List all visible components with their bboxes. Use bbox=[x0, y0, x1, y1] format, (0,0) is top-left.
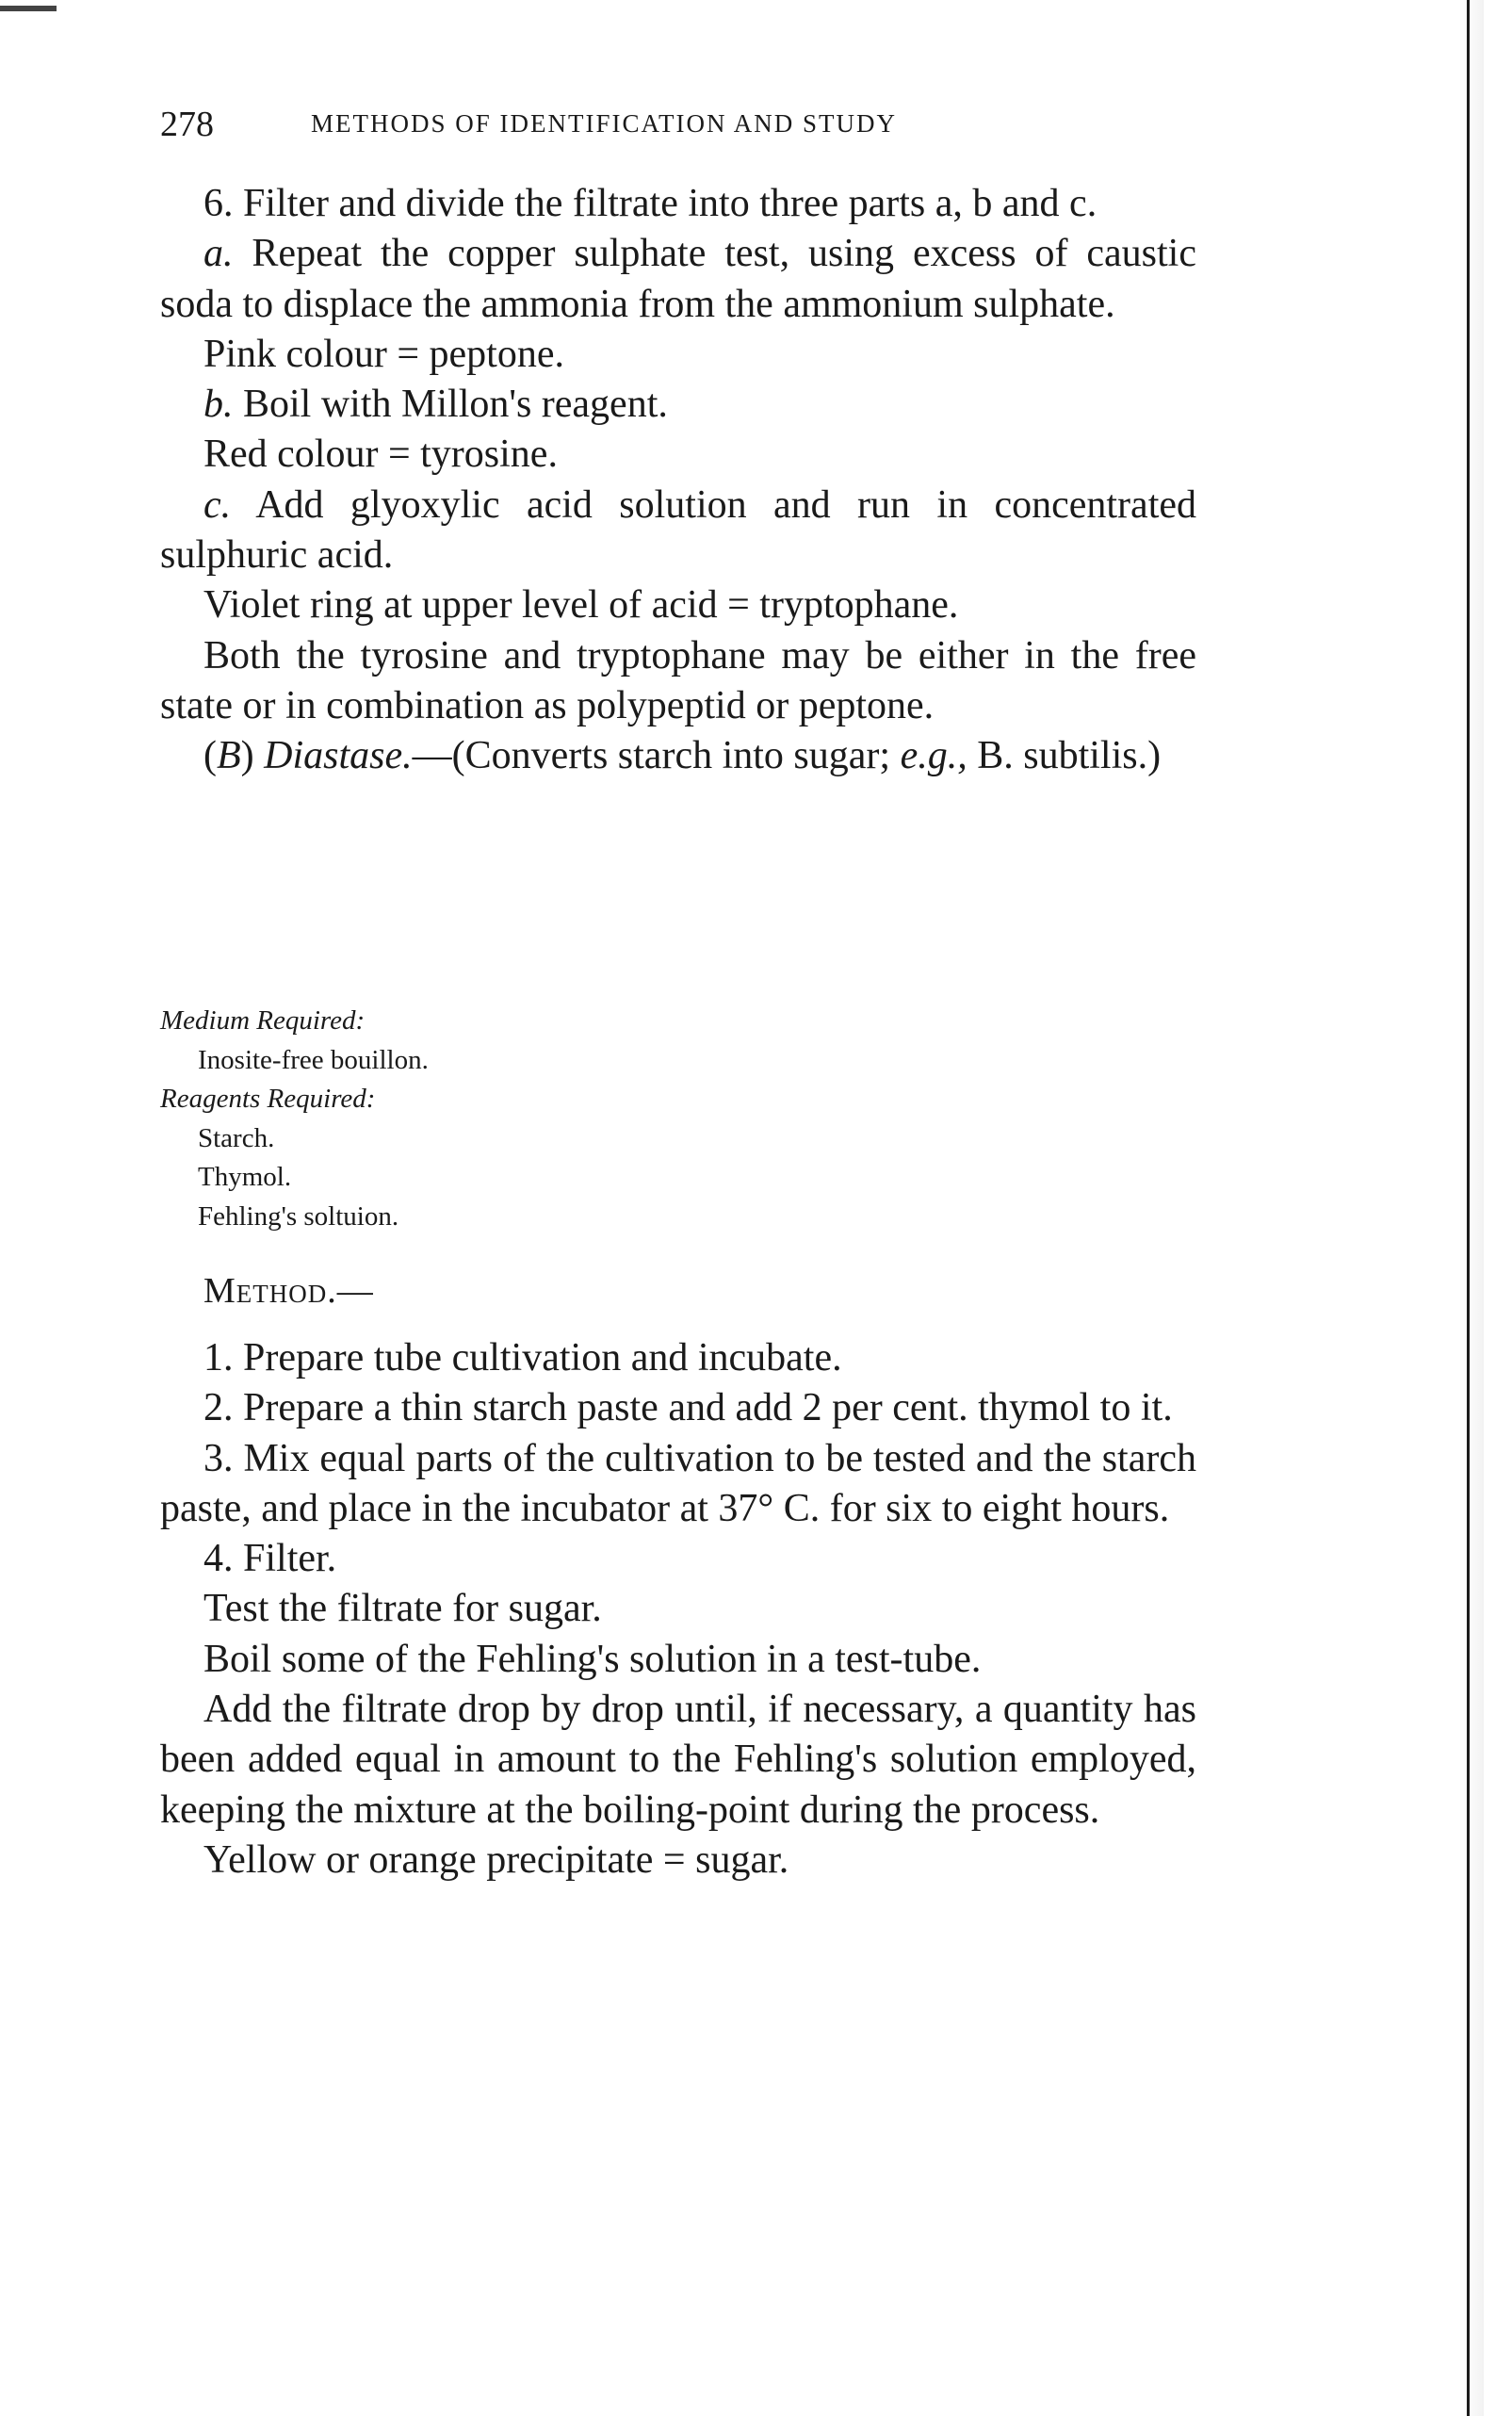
page-number: 278 bbox=[160, 105, 214, 144]
test-b-paragraph bbox=[160, 380, 1196, 430]
note-paragraph: Both the tyrosine and tryptophane may be either in the free state or in combination as polypeptid or peptone. bbox=[160, 633, 1196, 727]
test-a-text: Repeat the copper sulphate test, using excess of caustic soda to displace the ammonia from the ammonium sulphate. bbox=[160, 232, 1196, 326]
test-a-label: a. bbox=[203, 232, 234, 276]
section-proteolysis-tests bbox=[160, 179, 1196, 782]
result-tyrosine: Red colour = tyrosine. bbox=[203, 433, 558, 477]
test-c-label: c. bbox=[203, 482, 232, 527]
result-peptone: Pink colour = peptone. bbox=[203, 332, 564, 376]
method-step: 1. Prepare tube cultivation and incubate. bbox=[203, 1336, 842, 1379]
medium-label: Medium Required: bbox=[160, 1005, 366, 1036]
result-tryptophane: Violet ring at upper level of acid = tryptophane. bbox=[203, 583, 959, 628]
method-step: 3. Mix equal parts of the cultivation to be tested and the starch paste, and place in the incubator at 37° C. for six to eight hours. bbox=[160, 1436, 1196, 1530]
test-b-text: Boil with Millon's reagent. bbox=[233, 383, 668, 427]
reagents-label: Reagents Required: bbox=[160, 1084, 376, 1114]
reagent-item: Fehling's soltuion. bbox=[198, 1200, 399, 1232]
method-step: Yellow or orange precipitate = sugar. bbox=[203, 1837, 789, 1882]
test-b-label: b. bbox=[203, 383, 234, 427]
reagent-item: Starch. bbox=[198, 1122, 275, 1153]
method-step: Test the filtrate for sugar. bbox=[203, 1587, 602, 1631]
running-title: METHODS OF IDENTIFICATION AND STUDY bbox=[311, 109, 897, 138]
section-letter: B bbox=[217, 734, 241, 778]
method-steps bbox=[160, 1333, 1196, 1885]
binding-gutter-edge bbox=[1467, 0, 1470, 2416]
medium-item: Inosite-free bouillon. bbox=[198, 1044, 429, 1075]
method-step: Boil some of the Fehling's solution in a test-tube. bbox=[203, 1637, 982, 1681]
diastase-title: Diastase. bbox=[264, 734, 413, 778]
method-heading: Method.— bbox=[203, 1271, 374, 1311]
diastase-heading-paragraph bbox=[160, 731, 1196, 781]
step-6-paragraph: 6. Filter and divide the filtrate into three parts a, b and c. bbox=[203, 182, 1097, 225]
method-step: 2. Prepare a thin starch paste and add 2 per cent. thymol to it. bbox=[203, 1386, 1173, 1430]
paren-close: ) bbox=[240, 734, 265, 778]
diastase-desc: —(Converts starch into sugar; bbox=[412, 734, 901, 778]
diastase-example: B. subtilis.) bbox=[967, 734, 1162, 778]
reagent-item: Thymol. bbox=[198, 1162, 292, 1192]
requirements-block bbox=[160, 1002, 1008, 1236]
test-c-paragraph bbox=[160, 481, 1196, 581]
binding-mark bbox=[0, 6, 57, 11]
test-c-text: Add glyoxylic acid solution and run in concentrated sulphuric acid. bbox=[160, 482, 1196, 578]
paren-open: ( bbox=[203, 734, 217, 778]
test-a-paragraph bbox=[160, 229, 1196, 330]
eg-abbrev: e.g., bbox=[900, 734, 967, 778]
method-step: 4. Filter. bbox=[203, 1537, 337, 1581]
method-step: Add the filtrate drop by drop until, if necessary, a quantity has been added equal in amount to the Fehling's solution employed, keeping the mixture at the boiling-point during the process. bbox=[160, 1688, 1196, 1832]
